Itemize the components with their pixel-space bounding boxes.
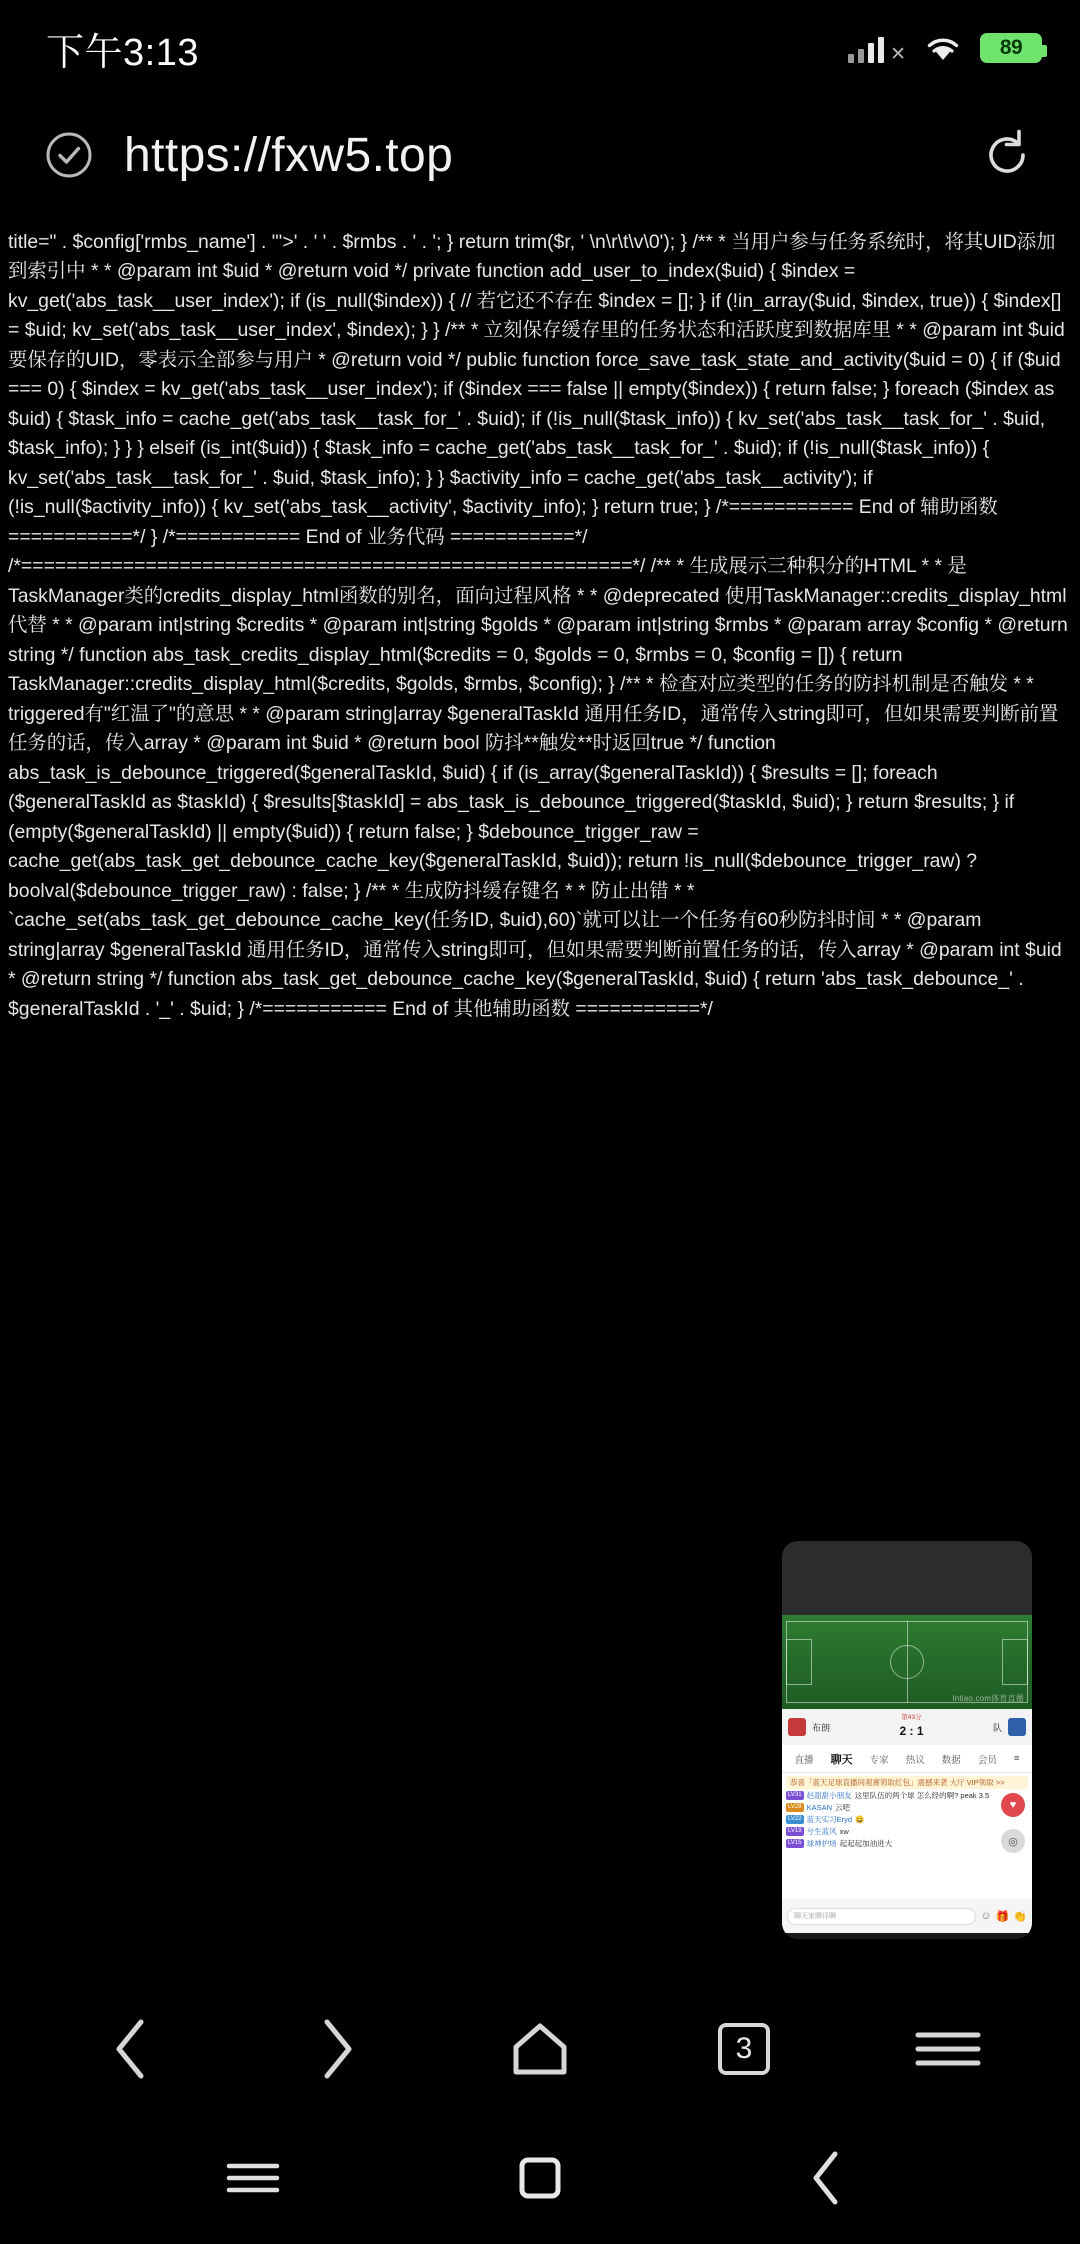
- chat-message: xw: [839, 1827, 849, 1836]
- list-item: [786, 1839, 1028, 1850]
- shield-check-icon[interactable]: [40, 126, 98, 184]
- browser-home-button[interactable]: [485, 2004, 595, 2094]
- tab-expert[interactable]: 专家: [869, 1754, 889, 1766]
- chat-message: 这里队伍的两个球 怎么经的啊? peak 3.5: [854, 1791, 990, 1801]
- system-back-icon[interactable]: [767, 2133, 887, 2223]
- match-minute-label: 第43分: [901, 1714, 922, 1722]
- pip-chat-list[interactable]: [782, 1773, 1032, 1899]
- chat-level-tag: LV31: [788, 1792, 802, 1799]
- chat-username: KASAN: [806, 1803, 833, 1813]
- tab-member[interactable]: 会员: [977, 1754, 997, 1766]
- smiley-icon[interactable]: ☺: [980, 1910, 992, 1922]
- status-bar: [0, 0, 1080, 96]
- pip-chat-input-bar[interactable]: [782, 1899, 1032, 1933]
- chat-username: 赵甜甜小朋友: [806, 1791, 852, 1801]
- list-item: [786, 1803, 1028, 1814]
- url-bar[interactable]: [0, 96, 1080, 214]
- pip-video-frame[interactable]: [782, 1615, 1032, 1709]
- tab-data[interactable]: 数据: [941, 1754, 961, 1766]
- chat-message: 云吧: [835, 1803, 851, 1813]
- home-team-badge: [788, 1718, 806, 1736]
- list-item: [786, 1815, 1028, 1826]
- away-team-badge: [1008, 1718, 1026, 1736]
- browser-toolbar: [0, 1986, 1080, 2112]
- list-item: [786, 1827, 1028, 1838]
- gift-icon[interactable]: 🎁: [995, 1910, 1010, 1923]
- away-team-name: 队: [992, 1722, 1002, 1733]
- url-text[interactable]: https://fxw5.top: [124, 128, 454, 182]
- chat-username: 蓝天实习Eryd: [806, 1815, 852, 1825]
- pip-action-button-secondary[interactable]: ◎: [1001, 1829, 1025, 1853]
- recents-icon[interactable]: [193, 2133, 313, 2223]
- reload-icon[interactable]: [978, 126, 1036, 184]
- pip-score-center: [836, 1714, 987, 1739]
- browser-menu-button[interactable]: [893, 2004, 1003, 2094]
- chat-message: 😄: [855, 1815, 865, 1825]
- browser-forward-button[interactable]: [281, 2004, 391, 2094]
- tab-hot[interactable]: 热议: [905, 1754, 925, 1766]
- battery-icon: [980, 33, 1042, 63]
- match-score: 2 : 1: [899, 1723, 924, 1738]
- chat-level-tag: LV22: [788, 1816, 802, 1823]
- pip-watermark: lntiao.com体育直播: [952, 1694, 1024, 1703]
- tab-count-label: 3: [718, 2023, 770, 2075]
- browser-tabs-button[interactable]: [689, 2004, 799, 2094]
- tab-live[interactable]: 直播: [794, 1754, 814, 1766]
- signal-x-icon: ✕: [890, 44, 906, 65]
- chat-input[interactable]: 聊天家聊详聊: [787, 1908, 976, 1925]
- system-navigation-bar: [0, 2112, 1080, 2244]
- status-time: 下午3:13: [46, 31, 199, 74]
- chat-message: 起起起加油进大: [839, 1838, 893, 1848]
- page-content: title=" . $config['rmbs_name'] . "'>' . ' ' . $rmbs . ' . '; } return trim($r, ' \n\r\t\v\0'); } /** * 当用户参与任务系统时，将其UID添加到索引中 * * @param int $uid * @return void */ private function add_user_to_index($uid) { $index = kv_get('abs_task__user_index'); if (is_null($index)) { // 若它还不存在 $index = []; } if (!in_array($uid, $index, true)) { $index[] = $uid; kv_set('abs_task__user_index', $index); } } /** * 立刻保存缓存里的任务状态和活跃度到数据库里 * * @param int $uid 要保存的UID，零表示全部参与用户 * @return void */ public function force_save_task_state_and_activity($uid = 0) { if ($uid === 0) { $index = kv_get('abs_task__user_index'); if ($index === false || empty($index)) { return false; } foreach ($index as $uid) { $task_info = cache_get('abs_task__task_for_' . $uid); if (!is_null($task_info)) { kv_set('abs_task__task_for_' . $uid, $task_info); } } } elseif (is_int($uid)) { $task_info = cache_get('abs_task__task_for_' . $uid); if (!is_null($task_info)) { kv_set('abs_task__task_for_' . $uid, $task_info); } } $activity_info = cache_get('abs_task__activity'); if (!is_null($activity_info)) { kv_set('abs_task__activity', $activity_info); } return true; } /*=========== End of 辅助函数 ===========*/ } /*=========== End of 业务代码 ===========*/ /*======================================================*/ /** * 生成展示三种积分的HTML * * 是TaskManager类的credits_display_html函数的别名，面向过程风格 * * @deprecated 使用TaskManager::credits_display_html代替 * * @param int|string $credits * @param int|string $golds * @param int|string $rmbs * @param array $config * @return string */ function abs_task_credits_display_html($credits = 0, $golds = 0, $rmbs = 0, $config = []) { return TaskManager::credits_display_html($credits, $golds, $rmbs, $config); } /** * 检查对应类型的任务的防抖机制是否触发 * * triggered有"红温了"的意思 * * @param string|array $generalTaskId 通用任务ID，通常传入string即可，但如果需要判断前置任务的话，传入array * @param int $uid * @return bool 防抖**触发**时返回true */ function abs_task_is_debounce_triggered($generalTaskId, $uid) { if (is_array($generalTaskId)) { $results = []; foreach ($generalTaskId as $taskId) { $results[$taskId] = abs_task_is_debounce_triggered($taskId, $uid); } return $results; } if (empty($generalTaskId) || empty($uid)) { return false; } $debounce_trigger_raw = cache_get(abs_task_get_debounce_cache_key($generalTaskId, $uid)); return !is_null($debounce_trigger_raw) ? boolval($debounce_trigger_raw) : false; } /** * 生成防抖缓存键名 * * 防止出错 * * `cache_set(abs_task_get_debounce_cache_key(任务ID, $uid),60)`就可以让一个任务有60秒防抖时间 * * @param string|array $generalTaskId 通用任务ID，通常传入string即可，但如果需要判断前置任务的话，传入array * @param int $uid * @return string */ function abs_task_get_debounce_cache_key($generalTaskId, $uid) { return 'abs_task_debounce_' . $generalTaskId . '_' . $uid; } /*=========== End of 其他辅助函数 ===========*/: [8, 231, 1068, 1020]
- chat-level-tag: LV15: [788, 1839, 802, 1846]
- pip-video-top-bar: [782, 1541, 1032, 1615]
- browser-back-button[interactable]: [77, 2004, 187, 2094]
- chat-username: 球神护场: [806, 1838, 837, 1848]
- like-icon[interactable]: 👏: [1013, 1910, 1027, 1923]
- status-indicators: [848, 33, 1042, 63]
- pip-scoreboard: [782, 1709, 1032, 1745]
- battery-percent: 89: [999, 36, 1023, 59]
- pip-action-button-primary[interactable]: ♥: [1001, 1793, 1025, 1817]
- list-item: [786, 1791, 1028, 1802]
- signal-bars-icon: [848, 33, 906, 63]
- pip-notice-banner[interactable]: 恭喜「蓝天足球直播间观赛领取红包」震撼来袭 大厅 VIP领取 >>: [786, 1776, 1028, 1789]
- wifi-icon: [924, 33, 962, 63]
- hamburger-icon[interactable]: ≡: [1013, 1753, 1020, 1764]
- chat-level-tag: LV28: [788, 1804, 802, 1811]
- chat-level-tag: LV19: [788, 1828, 802, 1834]
- floating-video-player[interactable]: [782, 1541, 1032, 1939]
- pip-tab-bar[interactable]: [782, 1745, 1032, 1773]
- home-team-name: 布朗: [812, 1722, 831, 1733]
- home-square-icon[interactable]: [480, 2133, 600, 2223]
- chat-username: 兮生蓝风: [806, 1827, 837, 1836]
- tab-chat[interactable]: 聊天: [830, 1753, 853, 1766]
